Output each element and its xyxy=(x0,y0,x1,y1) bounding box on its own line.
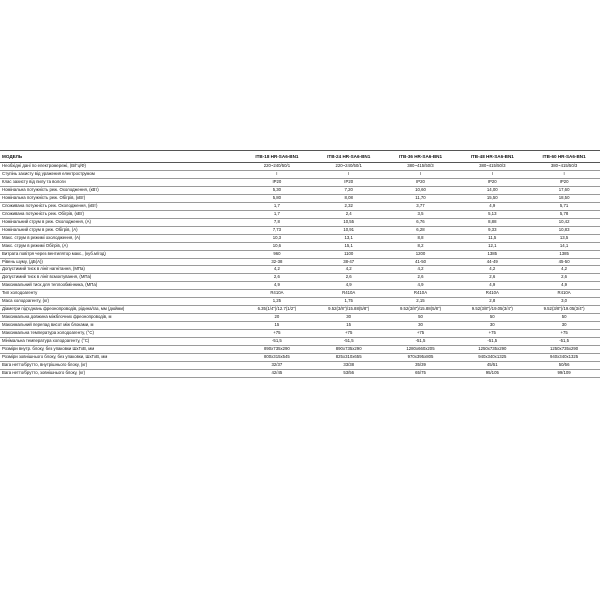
row-label: Номінальний струм в реж. Охолодження, (А) xyxy=(0,218,241,226)
row-label: Максимальна температура холодоагенту, (°С) xyxy=(0,329,241,337)
row-value: 30 xyxy=(385,322,457,330)
table-row xyxy=(0,329,600,337)
row-label: Допустимий тиск в лінії нагнітання, (МПа) xyxy=(0,266,241,274)
row-value: 4,2 xyxy=(528,266,600,274)
row-value: 30 xyxy=(528,322,600,330)
row-value: 15 xyxy=(313,322,385,330)
row-label: Допустимий тиск в лінії всмоктування, (МПа) xyxy=(0,274,241,282)
row-value: 2,15 xyxy=(385,298,457,306)
row-label: Споживана потужність реж. Охолодження, (кВт) xyxy=(0,202,241,210)
row-value: 940х340х1325 xyxy=(528,353,600,361)
table-row xyxy=(0,345,600,353)
row-value: 32-38 xyxy=(241,258,313,266)
row-value: 2,8 xyxy=(456,298,528,306)
row-value: 4,2 xyxy=(456,266,528,274)
row-value: R410A xyxy=(528,290,600,298)
row-value: 1385 xyxy=(528,250,600,258)
row-value: 890х735х290 xyxy=(241,345,313,353)
row-value: 6.35(1/4")/12.7(1/2") xyxy=(241,306,313,314)
row-value: 3,5 xyxy=(385,210,457,218)
row-value: 10,60 xyxy=(385,187,457,195)
row-value: 15,50 xyxy=(456,195,528,203)
row-label: Максимальний перепад висот між блоками, м xyxy=(0,322,241,330)
row-value: 45-50 xyxy=(528,258,600,266)
row-value: 220~240/50/1 xyxy=(313,163,385,171)
row-label: Маса холодоагенту, (кг) xyxy=(0,298,241,306)
row-value: 8,08 xyxy=(313,195,385,203)
row-value: -51,5 xyxy=(456,337,528,345)
row-value: 4,9 xyxy=(528,282,600,290)
row-label: Розміри внутр. блоку, без упаковки ШхГхВ, мм xyxy=(0,345,241,353)
row-value: IP20 xyxy=(313,179,385,187)
row-value: -51,5 xyxy=(385,337,457,345)
row-value: 32/37 xyxy=(241,361,313,369)
row-value: 2,6 xyxy=(456,274,528,282)
row-value: 53/56 xyxy=(313,369,385,377)
row-value: 1250х735х290 xyxy=(456,345,528,353)
row-value: 10,83 xyxy=(528,226,600,234)
table-row xyxy=(0,337,600,345)
row-value: 5,78 xyxy=(528,210,600,218)
row-value: 44-49 xyxy=(456,258,528,266)
row-value: I xyxy=(241,171,313,179)
row-label: Клас захисту від пилу та вологи xyxy=(0,179,241,187)
row-label: Споживана потужність реж. Обігрів, (кВт) xyxy=(0,210,241,218)
row-value: +75 xyxy=(241,329,313,337)
row-value: 65/75 xyxy=(385,369,457,377)
table-row xyxy=(0,218,600,226)
row-value: 800х315х545 xyxy=(241,353,313,361)
row-value: +75 xyxy=(385,329,457,337)
row-value: 20 xyxy=(241,314,313,322)
row-value: 2,6 xyxy=(313,274,385,282)
row-value: 1100 xyxy=(313,250,385,258)
row-value: 4,9 xyxy=(456,202,528,210)
row-value: 50 xyxy=(385,314,457,322)
row-value: 2,32 xyxy=(313,202,385,210)
row-value: -51,5 xyxy=(241,337,313,345)
row-value: 7,73 xyxy=(241,226,313,234)
row-value: 2,6 xyxy=(241,274,313,282)
row-value: 9.52(3/8")/15.88(5/8") xyxy=(313,306,385,314)
row-value: 1,7 xyxy=(241,210,313,218)
row-label: Макс. струм в режимі охолодження, (А) xyxy=(0,234,241,242)
row-value: 940х340х1325 xyxy=(456,353,528,361)
table-row xyxy=(0,250,600,258)
row-value: -51,5 xyxy=(313,337,385,345)
row-value: -51,5 xyxy=(528,337,600,345)
row-value: 10,55 xyxy=(313,218,385,226)
row-value: 9.52(3/8")/15.88(5/8") xyxy=(385,306,457,314)
row-value: +75 xyxy=(313,329,385,337)
row-value: 5,13 xyxy=(456,210,528,218)
table-row xyxy=(0,171,600,179)
row-value: 890х735х290 xyxy=(313,345,385,353)
row-value: 50 xyxy=(456,314,528,322)
row-label: Витрата повітря через вентилятор макс., (куб.м/год) xyxy=(0,250,241,258)
row-value: 8,8 xyxy=(385,234,457,242)
row-value: I xyxy=(385,171,457,179)
row-label: Тип холодоагенту xyxy=(0,290,241,298)
row-label: Номінальна потужність реж. Обігрів, (кВт) xyxy=(0,195,241,203)
row-value: 5,71 xyxy=(528,202,600,210)
row-value: R410A xyxy=(456,290,528,298)
row-value: I xyxy=(313,171,385,179)
row-value: 960 xyxy=(241,250,313,258)
row-value: R410A xyxy=(313,290,385,298)
header-cell-model-5: ITB-60 HR-SA6-BN1 xyxy=(528,151,600,163)
header-cell-model-4: ITB-48 HR-SA6-BN1 xyxy=(456,151,528,163)
row-value: 17,60 xyxy=(528,187,600,195)
row-value: 10,42 xyxy=(528,218,600,226)
row-value: 8,2 xyxy=(385,242,457,250)
row-value: 41-50 xyxy=(385,258,457,266)
row-value: 380~415/50/3 xyxy=(456,163,528,171)
header-cell-model: МОДЕЛЬ xyxy=(0,151,241,163)
row-value: 10,91 xyxy=(313,226,385,234)
row-value: 380~415/50/3 xyxy=(385,163,457,171)
row-value: 95/105 xyxy=(456,369,528,377)
row-value: 9.52(3/8")/19.05(3/4") xyxy=(528,306,600,314)
row-value: 13,5 xyxy=(528,234,600,242)
table-row xyxy=(0,290,600,298)
table-row xyxy=(0,195,600,203)
row-label: Мінімальна температура холодоагенту, (°С) xyxy=(0,337,241,345)
row-value: R410A xyxy=(241,290,313,298)
row-value: 2,6 xyxy=(385,274,457,282)
row-value: IP20 xyxy=(385,179,457,187)
row-value: 4,9 xyxy=(385,282,457,290)
row-value: 33/38 xyxy=(313,361,385,369)
row-value: I xyxy=(456,171,528,179)
table-row xyxy=(0,179,600,187)
row-label: Максимальний тиск для теплообмінника, (МПа) xyxy=(0,282,241,290)
row-label: Вага нетто/брутто, внутрішнього блоку, (кг) xyxy=(0,361,241,369)
row-label: Рівень шуму, (дБ(А)) xyxy=(0,258,241,266)
row-value: 1,75 xyxy=(313,298,385,306)
row-label: Номінальний струм в реж. Обігрів, (А) xyxy=(0,226,241,234)
table-row xyxy=(0,266,600,274)
table-header-row xyxy=(0,151,600,163)
table-row xyxy=(0,187,600,195)
row-value: 6,28 xyxy=(385,226,457,234)
row-label: Розміри зовнішнього блоку, без упаковки, ШхГхВ, мм xyxy=(0,353,241,361)
row-value: 30 xyxy=(456,322,528,330)
row-label: Ступінь захисту від уражения електрострумом xyxy=(0,171,241,179)
table-row xyxy=(0,298,600,306)
table-row xyxy=(0,163,600,171)
specifications-table xyxy=(0,150,600,378)
row-value: 10,6 xyxy=(241,242,313,250)
row-label: Вага нетто/брутто, зовнішнього блоку, (кг) xyxy=(0,369,241,377)
table-row xyxy=(0,242,600,250)
row-value: 825х310х655 xyxy=(313,353,385,361)
row-value: IP20 xyxy=(241,179,313,187)
row-value: 1280х660х205 xyxy=(385,345,457,353)
row-label: Необхідні дані по електромережі, (В/Гц/Ф) xyxy=(0,163,241,171)
row-value: 13,1 xyxy=(313,234,385,242)
table-row xyxy=(0,258,600,266)
header-cell-model-2: ITB-24 HR-SA6-BN1 xyxy=(313,151,385,163)
row-value: 6,76 xyxy=(385,218,457,226)
row-value: 9.52(3/8")/19.05(3/4") xyxy=(456,306,528,314)
table-row xyxy=(0,202,600,210)
row-value: 220~240/50/1 xyxy=(241,163,313,171)
row-value: 7,20 xyxy=(313,187,385,195)
row-value: 1385 xyxy=(456,250,528,258)
table-row xyxy=(0,234,600,242)
spec-table-container xyxy=(0,150,600,378)
row-value: 7,8 xyxy=(241,218,313,226)
row-value: 2,6 xyxy=(528,274,600,282)
row-value: 11,70 xyxy=(385,195,457,203)
row-value: 42/45 xyxy=(241,369,313,377)
row-value: 50 xyxy=(528,314,600,322)
row-value: 11,5 xyxy=(456,234,528,242)
row-label: Максимальна довжина міжблочних фреонопроводів, м xyxy=(0,314,241,322)
header-cell-model-1: ITB-18 HR-SA6-BN1 xyxy=(241,151,313,163)
row-value: 970х395х805 xyxy=(385,353,457,361)
row-value: 14,1 xyxy=(528,242,600,250)
row-value: 4,2 xyxy=(385,266,457,274)
table-row xyxy=(0,353,600,361)
table-row xyxy=(0,210,600,218)
table-row xyxy=(0,369,600,377)
row-value: 10,3 xyxy=(241,234,313,242)
row-value: 4,2 xyxy=(241,266,313,274)
row-value: 4,9 xyxy=(456,282,528,290)
table-row xyxy=(0,361,600,369)
row-label: Макс. струм в режимі Обігрів, (А) xyxy=(0,242,241,250)
row-value: 380~415/50/3 xyxy=(528,163,600,171)
row-value: 30 xyxy=(313,314,385,322)
row-value: 5,30 xyxy=(241,187,313,195)
row-value: 8,88 xyxy=(456,218,528,226)
table-row xyxy=(0,314,600,322)
row-value: 14,00 xyxy=(456,187,528,195)
row-value: 3,77 xyxy=(385,202,457,210)
row-value: 99/109 xyxy=(528,369,600,377)
row-value: 3,0 xyxy=(528,298,600,306)
row-label: Діаметри під'єднань фреонопроводів, рідина/газ, мм (дюйми) xyxy=(0,306,241,314)
row-value: 50/56 xyxy=(528,361,600,369)
row-value: +75 xyxy=(456,329,528,337)
row-value: R410A xyxy=(385,290,457,298)
row-value: 1250х735х290 xyxy=(528,345,600,353)
table-row xyxy=(0,274,600,282)
row-value: 18,50 xyxy=(528,195,600,203)
row-label: Номінальна потужність реж. Охолодження, (кВт) xyxy=(0,187,241,195)
row-value: 15 xyxy=(241,322,313,330)
row-value: 45/51 xyxy=(456,361,528,369)
row-value: 15,1 xyxy=(313,242,385,250)
row-value: 4,9 xyxy=(241,282,313,290)
row-value: 9,33 xyxy=(456,226,528,234)
row-value: 1,7 xyxy=(241,202,313,210)
row-value: 38-47 xyxy=(313,258,385,266)
row-value: IP20 xyxy=(528,179,600,187)
header-cell-model-3: ITB-36 HR-SA6-BN1 xyxy=(385,151,457,163)
row-value: I xyxy=(528,171,600,179)
table-body xyxy=(0,151,600,378)
row-value: 4,9 xyxy=(313,282,385,290)
row-value: 5,80 xyxy=(241,195,313,203)
row-value: 1200 xyxy=(385,250,457,258)
table-row xyxy=(0,282,600,290)
row-value: IP20 xyxy=(456,179,528,187)
row-value: 1,25 xyxy=(241,298,313,306)
table-row xyxy=(0,226,600,234)
row-value: 4,2 xyxy=(313,266,385,274)
row-value: 12,1 xyxy=(456,242,528,250)
row-value: 35/39 xyxy=(385,361,457,369)
row-value: 2,4 xyxy=(313,210,385,218)
table-row xyxy=(0,322,600,330)
row-value: +75 xyxy=(528,329,600,337)
table-row xyxy=(0,306,600,314)
